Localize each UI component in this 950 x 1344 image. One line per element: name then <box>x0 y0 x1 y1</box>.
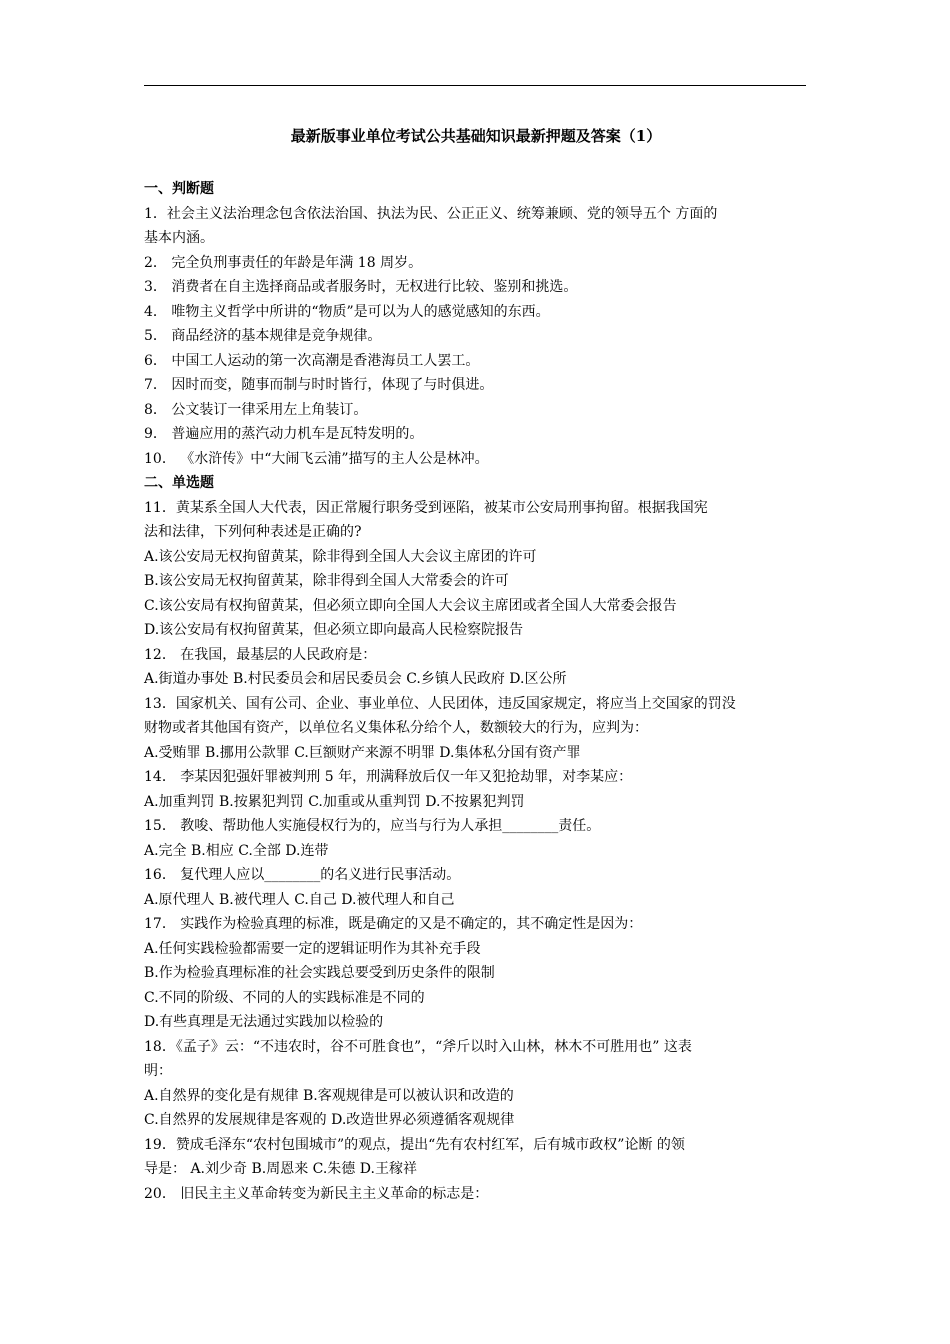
option-line: A.自然界的变化是有规律 B.客观规律是可以被认识和改造的 <box>144 1087 514 1104</box>
option-line: A.加重判罚 B.按累犯判罚 C.加重或从重判罚 D.不按累犯判罚 <box>144 793 525 810</box>
question-line: 12． 在我国，最基层的人民政府是： <box>144 646 377 663</box>
question-line: 2． 完全负刑事责任的年龄是年满 18 周岁。 <box>144 254 423 271</box>
question-line: 5． 商品经济的基本规律是竞争规律。 <box>144 328 382 344</box>
document-title: 最新版事业单位考试公共基础知识最新押题及答案（1） <box>290 127 662 145</box>
question-line: 法和法律，下列何种表述是正确的? <box>144 524 362 540</box>
option-line: B.该公安局无权拘留黄某，除非得到全国人大常委会的许可 <box>144 573 509 589</box>
question-line: 8． 公文装订一律采用左上角装订。 <box>144 401 368 418</box>
question-line: 4． 唯物主义哲学中所讲的“物质”是可以为人的感觉感知的东西。 <box>144 303 550 320</box>
question-line: 16． 复代理人应以________的名义进行民事活动。 <box>144 867 461 883</box>
question-line: 财物或者其他国有资产，以单位名义集体私分给个人，数额较大的行为，应判为： <box>144 720 648 736</box>
option-line: B.作为检验真理标准的社会实践总要受到历史条件的限制 <box>144 965 495 981</box>
header-rule <box>144 85 806 86</box>
question-line: 明： <box>144 1063 172 1079</box>
question-line: 3． 消费者在自主选择商品或者服务时，无权进行比较、鉴别和挑选。 <box>144 279 578 295</box>
option-line: A.受贿罪 B.挪用公款罪 C.巨额财产来源不明罪 D.集体私分国有资产罪 <box>144 744 581 761</box>
option-line: C.不同的阶级、不同的人的实践标准是不同的 <box>144 989 425 1006</box>
question-line: 17． 实践作为检验真理的标准，既是确定的又是不确定的，其不确定性是因为： <box>144 916 643 932</box>
question-line: 14． 李某因犯强奸罪被判刑 5 年，刑满释放后仅一年又犯抢劫罪，对李某应： <box>144 769 633 785</box>
question-line: 10． 《水浒传》中“大闹飞云浦”描写的主人公是林冲。 <box>144 450 489 467</box>
option-line: C.该公安局有权拘留黄某，但必须立即向全国人大会议主席团或者全国人大常委会报告 <box>144 597 677 614</box>
question-line: 19．赞成毛泽东“农村包围城市”的观点，提出“先有农村红军，后有城市政权”论断 的领 <box>144 1136 685 1153</box>
option-line: A.街道办事处 B.村民委员会和居民委员会 C.乡镇人民政府 D.区公所 <box>144 671 567 687</box>
option-line: A.该公安局无权拘留黄某，除非得到全国人大会议主席团的许可 <box>144 548 537 565</box>
question-line: 6． 中国工人运动的第一次高潮是香港海员工人罢工。 <box>144 352 480 369</box>
question-line: 导是： A.刘少奇 B.周恩来 C.朱德 D.王稼祥 <box>144 1161 417 1177</box>
option-line: D.该公安局有权拘留黄某，但必须立即向最高人民检察院报告 <box>144 622 524 638</box>
option-line: C.自然界的发展规律是客观的 D.改造世界必须遵循客观规律 <box>144 1112 515 1128</box>
question-line: 9． 普遍应用的蒸汽动力机车是瓦特发明的。 <box>144 426 424 442</box>
option-line: A.原代理人 B.被代理人 C.自己 D.被代理人和自己 <box>144 891 455 908</box>
option-line: D.有些真理是无法通过实践加以检验的 <box>144 1014 384 1030</box>
question-line: 11．黄某系全国人大代表，因正常履行职务受到诬陷，被某市公安局刑事拘留。根据我国宪 <box>144 499 708 516</box>
option-line: A.完全 B.相应 C.全部 D.连带 <box>144 842 329 859</box>
option-line: A.任何实践检验都需要一定的逻辑证明作为其补充手段 <box>144 940 481 957</box>
section-heading-judgement: 一、判断题 <box>144 181 214 197</box>
question-line: 13．国家机关、国有公司、企业、事业单位、人民团体，违反国家规定，将应当上交国家的罚没 <box>144 695 736 712</box>
question-line: 15． 教唆、帮助他人实施侵权行为的，应当与行为人承担________责任。 <box>144 818 601 834</box>
question-line: 20． 旧民主主义革命转变为新民主主义革命的标志是： <box>144 1185 489 1202</box>
question-line: 1．社会主义法治理念包含依法治国、执法为民、公正正义、统筹兼顾、党的领导五个 方面的 <box>144 205 718 222</box>
document-body <box>144 124 808 1206</box>
question-line: 基本内涵。 <box>144 230 214 246</box>
question-line: 7． 因时而变，随事而制与时时皆行，体现了与时俱进。 <box>144 377 494 393</box>
question-line: 18．《孟子》云：“不违农时，谷不可胜食也”，“斧斤以时入山林，林木不可胜用也” 这表 <box>144 1038 692 1055</box>
section-heading-single-choice: 二、单选题 <box>144 475 214 491</box>
